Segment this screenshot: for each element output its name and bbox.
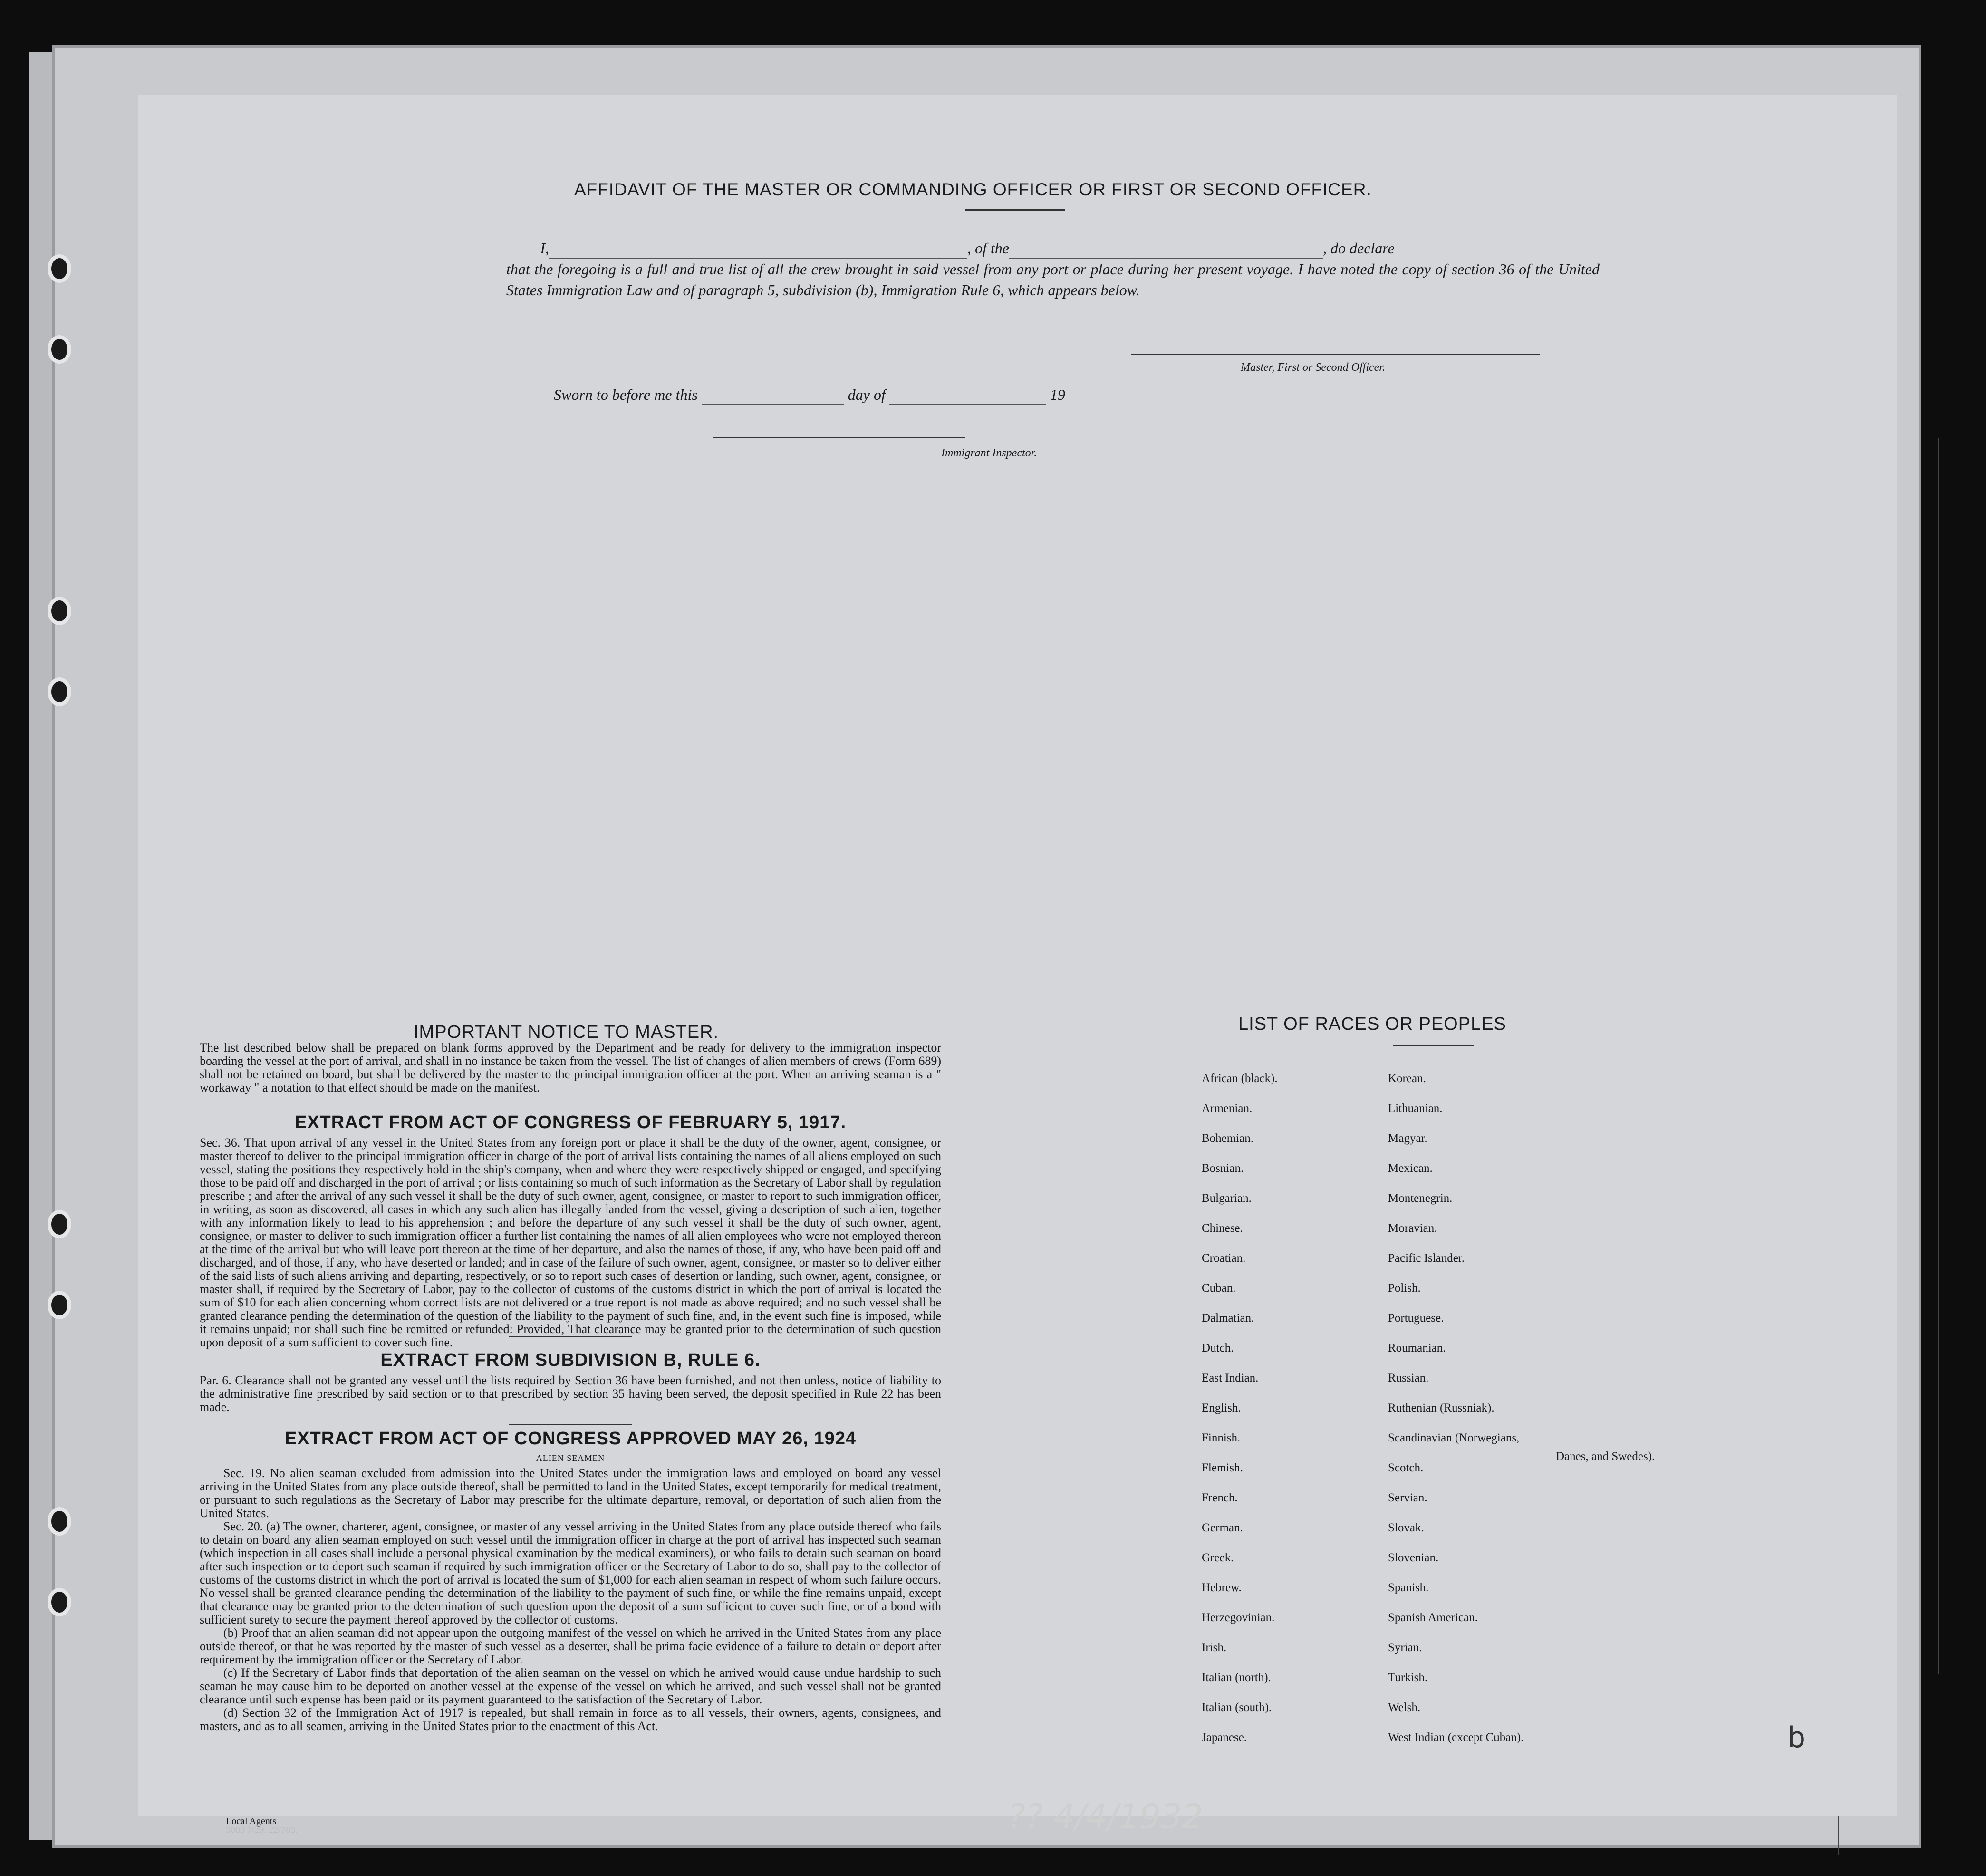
race-item: German. — [1202, 1521, 1243, 1534]
divider — [965, 209, 1065, 211]
race-item: Slovak. — [1388, 1521, 1424, 1534]
race-item: Bulgarian. — [1202, 1192, 1252, 1205]
race-item: Italian (north). — [1202, 1671, 1271, 1684]
affidavit-declare: , do declare — [1322, 240, 1395, 257]
extract-1924-subtitle: ALIEN SEAMEN — [536, 1453, 605, 1463]
race-item: Mexican. — [1388, 1162, 1433, 1175]
year-label: 19 — [1050, 386, 1065, 403]
race-item: Danes, and Swedes). — [1556, 1450, 1655, 1463]
affidavit-title: AFFIDAVIT OF THE MASTER OR COMMANDING OFFICER OR FIRST OR SECOND OFFICER. — [574, 180, 1372, 199]
sworn-line — [554, 384, 1065, 405]
race-item: East Indian. — [1202, 1372, 1259, 1384]
race-item: Spanish. — [1388, 1581, 1429, 1594]
punch-hole — [48, 335, 71, 364]
race-item: Syrian. — [1388, 1641, 1422, 1654]
extract-1924-para: (d) Section 32 of the Immigration Act of 1917 is repealed, but shall remain in force as to all vessels, their owners, agents, consignees, and masters, and as to all seamen, arriving in the United States prior to the enactment of this Act. — [200, 1706, 941, 1733]
extract-1924-para: Sec. 20. (a) The owner, charterer, agent, consignee, or master of any vessel arriving in the United States from any place outside thereof who fails to detain on board any alien seaman employed on such vessel until the immigration officer in charge at the port of arrival has inspected such seaman (which inspection in all cases shall include a personal physical examination by the medical examiners), or who fails to detain such seaman on board after such inspection or to deport such seaman if required by such immigration officer or the Secretary of Labor to do so, shall pay to the collector of customs of the customs district in which the port of arrival is located the sum of $1,000 for each alien seaman in respect of whom such failure occurs. No vessel shall be granted clearance pending the determination of the liability to the payment of such fine, or while the fine remains unpaid, except that clearance may be granted prior to the determination of such question upon the deposit of a sum sufficient to cover such fine, or of a bond with sufficient surety to secure the payment thereof approved by the collector of customs. — [200, 1519, 941, 1626]
race-item: Bohemian. — [1202, 1132, 1254, 1145]
race-item: Roumanian. — [1388, 1342, 1446, 1354]
race-item: Herzegovinian. — [1202, 1611, 1275, 1624]
extract-1917-title: EXTRACT FROM ACT OF CONGRESS OF FEBRUARY 5, 1917. — [294, 1112, 847, 1132]
extract-1924-para: (c) If the Secretary of Labor finds that deportation of the alien seaman on the vessel on which he arrived would cause undue hardship to such seaman he may cause him to be deported on another vessel at the expense of the vessel on which he arrived, and such vessel shall not be granted clearance until such expense has been paid or its payment guaranteed to the satisfaction of the Secretary of Labor. — [200, 1666, 941, 1706]
race-item: Turkish. — [1388, 1671, 1428, 1684]
signature-line — [1131, 354, 1540, 355]
race-item: Finnish. — [1202, 1431, 1241, 1444]
notice-text: The list described below shall be prepared on blank forms approved by the Department and be ready for delivery to the immigration inspector boarding the vessel at the port of arrival, and shall in no instance be taken from the vessel. The list of changes of alien members of crews (Form 689) shall not be retained on board, but shall be delivered by the master to the principal immigration officer at the port. When an arriving seaman is a " workaway " a notation to that effect should be made on the manifest. — [200, 1041, 941, 1094]
race-item: Portuguese. — [1388, 1312, 1444, 1325]
race-item: Flemish. — [1202, 1461, 1243, 1474]
print-code: Local Agents — [226, 1816, 277, 1827]
inspector-label: Immigrant Inspector. — [941, 447, 1037, 459]
punch-hole — [48, 254, 71, 283]
corner-mark: b — [1787, 1721, 1806, 1754]
race-item: Chinese. — [1202, 1222, 1243, 1235]
divider — [1393, 1045, 1474, 1046]
extract-rule6-title: EXTRACT FROM SUBDIVISION B, RULE 6. — [380, 1350, 761, 1370]
race-item: Dutch. — [1202, 1342, 1234, 1354]
race-item: Armenian. — [1202, 1102, 1253, 1115]
race-item: West Indian (except Cuban). — [1388, 1731, 1524, 1744]
race-item: French. — [1202, 1491, 1238, 1504]
extract-1924-para: (b) Proof that an alien seaman did not appear upon the outgoing manifest of the vessel on which he arrived in the United States from any place outside thereof, or that he was reported by the master of such vessel as a deserter, shall be prima facie evidence of a failure to detain or deport after requirement by the immigration officer or the Secretary of Labor. — [200, 1626, 941, 1666]
extract-rule6-text: Par. 6. Clearance shall not be granted any vessel until the lists required by Section 36 have been furnished, and not then unless, notice of liability to the administrative fine prescribed by said section or to that prescribed by section 35 having been served, the deposit specified in Rule 22 has been made. — [200, 1373, 941, 1414]
affidavit-of-the: , of the — [967, 240, 1009, 257]
affidavit-body — [506, 238, 1600, 300]
race-item: Slovenian. — [1388, 1551, 1439, 1564]
punch-hole — [48, 597, 71, 625]
race-item: African (black). — [1202, 1072, 1278, 1085]
day-of-label: day of — [848, 386, 886, 403]
race-item: Croatian. — [1202, 1252, 1246, 1265]
race-item: Polish. — [1388, 1282, 1421, 1295]
race-item: Irish. — [1202, 1641, 1227, 1654]
extract-1924-body — [200, 1467, 941, 1733]
race-item: Bosnian. — [1202, 1162, 1244, 1175]
punch-hole — [48, 1291, 71, 1319]
race-item: Russian. — [1388, 1372, 1429, 1384]
column-rule — [1938, 438, 1939, 1674]
race-item: Cuban. — [1202, 1282, 1236, 1295]
extract-1924-para: Sec. 19. No alien seaman excluded from admission into the United States under the immigration laws and employed on board any vessel arriving in the United States from any place outside thereof, shall be permitted to land in the United States, except temporarily for medical treatment, or pursuant to such regulations as the Secretary of Labor may prescribe for the ultimate departure, removal, or deportation of such alien from the United States. — [200, 1466, 941, 1520]
handwritten-number: ?? 4/4/1932 — [1008, 1797, 1203, 1836]
race-item: Greek. — [1202, 1551, 1234, 1564]
race-item: Montenegrin. — [1388, 1192, 1453, 1205]
extract-1917-text: Sec. 36. That upon arrival of any vessel in the United States from any foreign port or place it shall be the duty of the owner, agent, consignee, or master thereof to deliver to the principal immigration officer in charge of the port of arrival lists containing the names of all aliens employed on such vessel, stating the positions they respectively hold in the ship's company, when and where they were respectively shipped or engaged, and specifying those to be paid off and discharged in the port of arrival ; or lists containing so much of such information as the Secretary of Labor shall by regulation prescribe ; and after the arrival of any such vessel it shall be the duty of such owner, agent, consignee, or master to report to such immigration officer, in writing, as soon as discovered, all cases in which any such alien has illegally landed from the vessel, giving a description of such alien, together with any information likely to lead to his apprehension ; and before the departure of any such vessel it shall be the duty of such owner, agent, consignee, or master to deliver to such immigration officer a further list containing the names of all alien employees who were not employed thereon at the time of the arrival but who will leave port thereon at the time of her departure, and also the names of those, if any, who have been paid off and discharged, and of those, if any, who have deserted or landed; and in case of the failure of such owner, agent, consignee, or master so to deliver either of the said lists of such aliens arriving and departing, respectively, or so to report such cases of desertion or landing, such owner, agent, consignee, or master shall, if required by the Secretary of Labor, pay to the collector of customs of the customs district in which the port of arrival is located the sum of $10 for each alien concerning whom correct lists are not delivered or a true report is not made as above required; and no such vessel shall be granted clearance pending the determination of the question of the liability to the payment of such fine, and, in the event such fine is imposed, while it remains unpaid; nor shall such fine be remitted or refunded: Provided, That clearance may be granted prior to the determination of such question upon deposit of a sum sufficient to cover such fine. — [200, 1136, 941, 1349]
race-item: Pacific Islander. — [1388, 1252, 1465, 1265]
punch-hole — [48, 677, 71, 706]
race-item: Spanish American. — [1388, 1611, 1478, 1624]
race-item: Scotch. — [1388, 1461, 1424, 1474]
extract-1924-title: EXTRACT FROM ACT OF CONGRESS APPROVED MAY 26, 1924 — [284, 1429, 857, 1449]
race-item: Magyar. — [1388, 1132, 1427, 1145]
divider — [509, 1424, 632, 1425]
affidavit-text: that the foregoing is a full and true list of all the crew brought in said vessel from any port or place during her present voyage. I have noted the copy of section 36 of the United States Immigration Law and of paragraph 5, subdivision (b), Immigration Rule 6, which appears below. — [506, 261, 1600, 299]
race-item: Korean. — [1388, 1072, 1426, 1085]
notice-title: IMPORTANT NOTICE TO MASTER. — [414, 1022, 719, 1042]
race-item: Hebrew. — [1202, 1581, 1242, 1594]
day-blank — [702, 404, 844, 405]
race-item: Moravian. — [1388, 1222, 1437, 1235]
punch-hole — [48, 1210, 71, 1238]
race-item: Japanese. — [1202, 1731, 1247, 1744]
inspector-line — [713, 437, 965, 438]
divider — [509, 1336, 632, 1337]
race-item: Italian (south). — [1202, 1701, 1272, 1714]
sworn-label: Sworn to before me this — [554, 386, 698, 403]
race-item: Servian. — [1388, 1491, 1427, 1504]
race-item: Lithuanian. — [1388, 1102, 1443, 1115]
month-blank — [889, 404, 1046, 405]
race-item: Ruthenian (Russniak). — [1388, 1402, 1494, 1414]
race-item: Welsh. — [1388, 1701, 1421, 1714]
punch-hole — [48, 1507, 71, 1536]
race-item: English. — [1202, 1402, 1241, 1414]
affidavit-i: I, — [540, 240, 549, 257]
race-item: Dalmatian. — [1202, 1312, 1254, 1325]
races-title: LIST OF RACES OR PEOPLES — [1238, 1014, 1506, 1034]
race-item: Scandinavian (Norwegians, — [1388, 1431, 1520, 1444]
punch-hole — [48, 1588, 71, 1616]
signature-label: Master, First or Second Officer. — [1241, 361, 1385, 374]
print-code: 5000 7/29. 22/785. — [226, 1825, 298, 1835]
